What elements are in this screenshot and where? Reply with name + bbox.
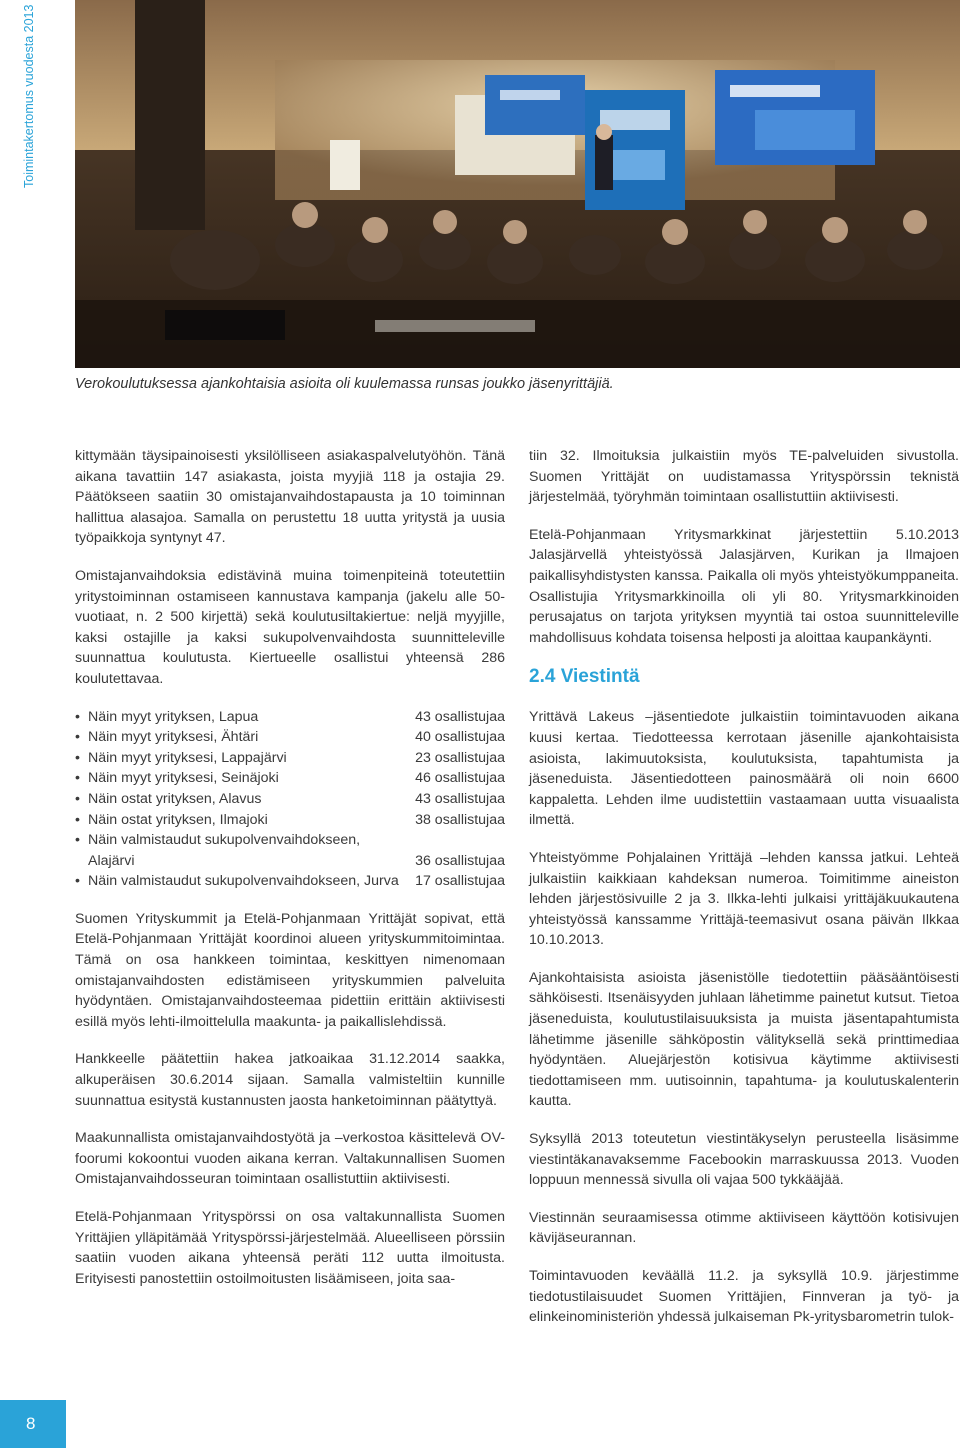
event-name: • Näin valmistaudut sukupolvenvaihdokseen, Alajärvi <box>88 832 361 869</box>
event-count: 46 osallistujaa <box>415 770 505 787</box>
list-item <box>75 768 505 789</box>
page-number: 8 <box>26 1414 36 1433</box>
list-item <box>75 871 505 892</box>
photo-caption: Verokoulutuksessa ajankohtaisia asioita oli kuulemassa runsas joukko jäsenyrittäjiä. <box>75 376 614 392</box>
list-item <box>75 727 505 748</box>
list-item <box>75 707 505 728</box>
event-count: 40 osallistujaa <box>415 729 505 746</box>
left-paragraph-2: Omistajanvaihdoksia edistävinä muina toimenpiteinä toteutettiin yritystoiminnan ostamiseen kannustava kampanja (jakelu alle 50-vuotiaat, n. 2 500 kirjettä) sekä koulutusiltakiertue: neljä myyjille, kaksi ostajille ja kaksi sukupolvenvaihdosta suunnitteleville suunnattua koulutusta. Kiertueelle osallistui yhteensä 286 koulutettavaa. <box>75 567 505 687</box>
list-item <box>75 830 505 871</box>
event-name: • Näin ostat yrityksen, Alavus <box>88 790 262 807</box>
right-paragraph-3: Yrittävä Lakeus –jäsentiedote julkaistiin toimintavuoden aikana kuusi kertaa. Tiedotteessa kerrotaan jäsenille ajankohtaisista asioista, lakimuutoksista, koulutuksista, tapahtumista ja jäseneduista. Jäsentiedotteen painosmäärä oli noin 6600 kappaletta. Lehden ilme uudistettiin vastaamaan uutta visuaalista ilmettä. <box>529 709 959 829</box>
list-item <box>75 810 505 831</box>
right-column <box>529 446 959 1345</box>
event-name: • Näin myyt yrityksesi, Lappajärvi <box>88 749 287 766</box>
event-name: • Näin valmistaudut sukupolvenvaihdokseen, Jurva <box>88 873 399 890</box>
event-name: • Näin myyt yrityksen, Lapua <box>88 708 259 725</box>
event-count: 23 osallistujaa <box>415 749 505 766</box>
left-paragraph-6: Etelä-Pohjanmaan Yrityspörssi on osa valtakunnallista Suomen Yrittäjien ylläpitämää Yrityspörssi-järjestelmää. Alueelliseen pörssiin saatiin vuoden aikana yhteensä peräti 112 uutta ilmoitusta. Erityisesti panostettiin ostoilmoitusten lisäämiseen, joita saa- <box>75 1209 505 1287</box>
left-paragraph-5: Maakunnallista omistajanvaihdostyötä ja –verkostoa käsittelevä OV-foorumi kokoontui vuoden aikana kerran. Valtakunnallisen Suomen Omistajanvaihdosseuran toimintaan osallistuttiin aktiivisesti. <box>75 1130 505 1188</box>
event-name: • Näin myyt yrityksesi, Seinäjoki <box>88 770 279 787</box>
event-name: • Näin myyt yrityksesi, Ähtäri <box>88 729 259 746</box>
right-paragraph-2: Etelä-Pohjanmaan Yritysmarkkinat järjestettiin 5.10.2013 Jalasjärvellä yhteistyössä Jalasjärven, Kurikan ja Ilmajoen paikallisyhdistysten kanssa. Paikalla oli myös yhteistyökumppaneita. Osallistujia Yritysmarkkinoilla oli yli 80. Yritysmarkkinoiden perusajatus on tarjota yrityksen myyntiä tai ostoa suunnitteleville mahdollisuus kohdata toisensa helposti ja aloittaa kaupankäynti. <box>529 526 959 646</box>
right-paragraph-8: Toimintavuoden keväällä 11.2. ja syksyllä 10.9. järjestimme tiedotustilaisuudet Suomen Yrittäjien, Finnveran ja työ- ja elinkeinoministeriön yhdessä julkaiseman Pk-yritysbarometrin tulok- <box>529 1268 959 1326</box>
event-count: 17 osallistujaa <box>415 873 505 890</box>
right-paragraph-5: Ajankohtaisista asioista jäsenistölle tiedotettiin pääsääntöisesti sähköisesti. Itsenäisyyden juhlaan lähetimme painetut kutsut. Tietoa jäseneduista, koulutustilaisuuksista ja muista jäsentapahtumista lähetimme jäsenille sähköpostin välityksellä sekä printtimediaa hyödyntäen. Aluejärjestön kotisivua käytimme aktiivisesti tiedottamiseen mm. uutisoinnin, tapahtuma- ja koulutuskalenterin kautta. <box>529 969 959 1110</box>
list-item <box>75 789 505 810</box>
event-list <box>75 707 505 892</box>
conference-photo <box>75 0 960 368</box>
section-heading: 2.4 Viestintä <box>529 666 640 688</box>
page-number-tab <box>0 1400 66 1448</box>
left-paragraph-1: kittymään täysipainoisesti yksilölliseen asiakaspalvelutyöhön. Tänä aikana tavattiin 147 asiakasta, joista myyjiä 118 ja ostajia 29. Päätökseen saatiin 30 omistajanvaihdostapausta ja 10 toiminnan hallittua alasajoa. Samalla on perustettu 18 uutta yritystä ja uusia työpaikkoja syntynyt 47. <box>75 448 505 547</box>
right-paragraph-4: Yhteistyömme Pohjalainen Yrittäjä –lehden kanssa jatkui. Lehteä julkaistiin kaikkiaan kahdeksan numeroa. Toimitimme aineiston lehden järjestösivuille 2 ja 3. Ilkka-lehti julkaisi yrittäjäkuukautena yhteistyössä kanssamme Yrittäjä-teemasivut osana päivän Ilkkaa 10.10.2013. <box>529 849 959 949</box>
left-column <box>75 446 505 1306</box>
left-paragraph-4: Hankkeelle päätettiin hakea jatkoaikaa 31.12.2014 saakka, alkuperäisen 30.6.2014 sijaan. Samalla valmisteltiin kunnille suunnattua esitystä kustannusten jaosta hanketoiminnan päätyttyä. <box>75 1051 505 1109</box>
list-item <box>75 748 505 769</box>
right-paragraph-6: Syksyllä 2013 toteutetun viestintäkyselyn perusteella lisäsimme viestintäkanavaksemme Facebookin marraskuussa 2013. Vuoden loppuun mennessä sivulla oli vajaa 500 tykkääjää. <box>529 1131 959 1189</box>
left-paragraph-3: Suomen Yrityskummit ja Etelä-Pohjanmaan Yrittäjät sopivat, että Etelä-Pohjanmaan Yrittäjät koordinoi alueen yrityskummitoimintaa. Tämä on osa hankkeen toimintaa, keskittyen nimenomaan omistajanvaihdosten edistämiseen yrityskummien palveluita hyödyntäen. Omistajanvaihdosteemaa pidettiin erittäin aktiivisesti esillä myös lehti-ilmoittelulla maakunta- ja paikallislehdissä. <box>75 910 505 1030</box>
right-paragraph-7: Viestinnän seuraamisessa otimme aktiiviseen käyttöön kotisivujen kävijäseurannan. <box>529 1209 959 1247</box>
event-count: 43 osallistujaa <box>415 708 505 725</box>
event-count: 43 osallistujaa <box>415 790 505 807</box>
event-count: 38 osallistujaa <box>415 811 505 828</box>
event-count: 36 osallistujaa <box>415 852 505 869</box>
right-paragraph-1: tiin 32. Ilmoituksia julkaistiin myös TE-palveluiden sivustolla. Suomen Yrittäjät on uudistamassa Yrityspörssin teknistä järjestelmää, työryhmän toimintaan osallistuttiin aktiivisesti. <box>529 448 959 506</box>
event-name: • Näin ostat yrityksen, Ilmajoki <box>88 811 268 828</box>
sidebar-title: Toimintakertomus vuodesta 2013 <box>22 4 36 188</box>
